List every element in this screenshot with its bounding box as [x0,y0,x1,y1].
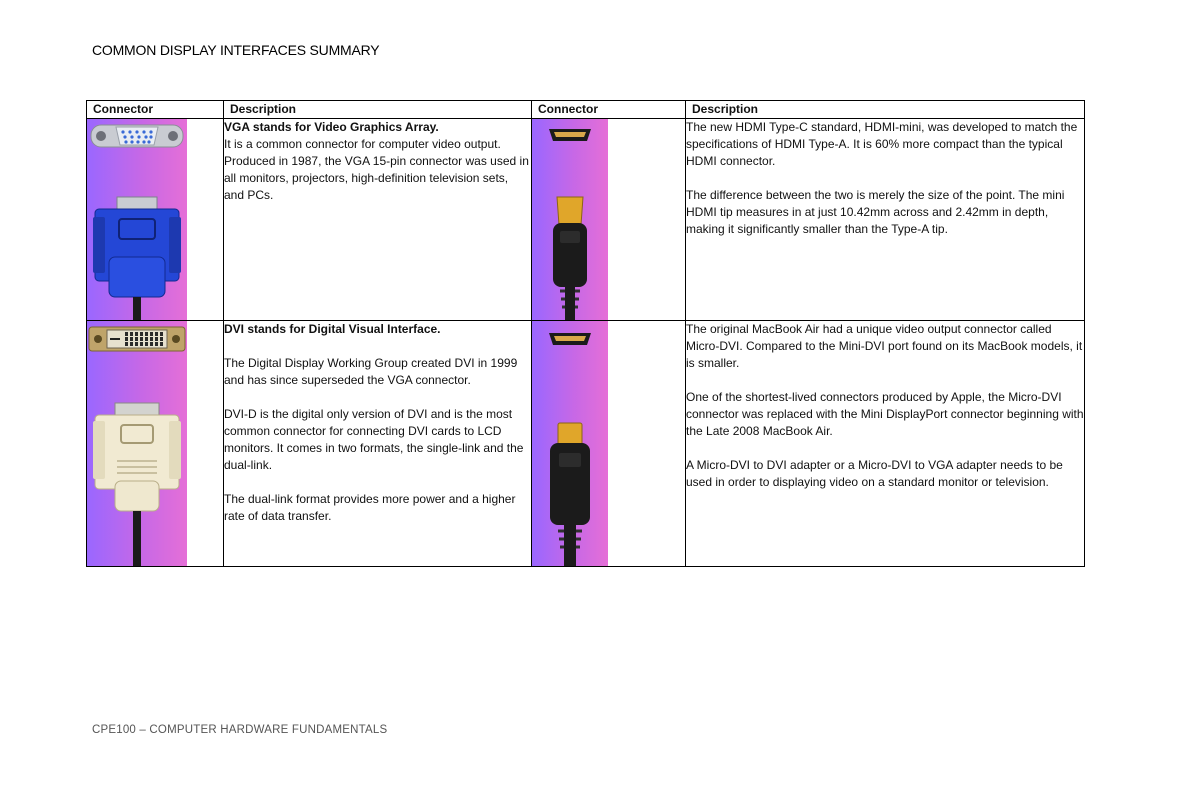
paragraph: DVI-D is the digital only version of DVI and is the most common connector for connecting DVI cards to LCD monitors. It comes in two formats, the single-link and the dual-link. [224,407,524,472]
interfaces-table [86,100,1085,567]
table-header-row [87,101,1085,119]
table-row [87,321,1085,567]
header-description-right: Description [686,101,1085,119]
paragraph: The original MacBook Air had a unique video output connector called Micro-DVI. Compared to the Mini-DVI port found on its MacBook models, it is smaller. [686,322,1083,370]
description-cell [224,321,532,567]
micro-dvi-connector-image [532,321,608,566]
paragraph: One of the shortest-lived connectors produced by Apple, the Micro-DVI connector was replaced with the Mini DisplayPort connector beginning with the Late 2008 MacBook Air. [686,390,1084,438]
description-cell [224,119,532,321]
description-cell [686,119,1085,321]
description-cell [686,321,1085,567]
paragraph: The dual-link format provides more power and a higher rate of data transfer. [224,492,516,523]
paragraph [224,119,531,204]
paragraph: The difference between the two is merely the size of the point. The mini HDMI tip measures in at just 10.42mm across and 2.42mm in depth, making it significantly smaller than the Type-A tip. [686,188,1065,236]
paragraph: The new HDMI Type-C standard, HDMI-mini, was developed to match the specifications of HDMI Type-A. It is 60% more compact than the typical HDMI connector. [686,120,1078,168]
connector-cell [532,321,686,567]
connector-cell [87,321,224,567]
vga-connector-image [87,119,187,320]
connector-cell [532,119,686,321]
page-footer: CPE100 – COMPUTER HARDWARE FUNDAMENTALS [92,724,388,736]
dvi-connector-image [87,321,187,566]
connector-cell [87,119,224,321]
header-connector-left: Connector [87,101,224,119]
paragraph-text: It is a common connector for computer video output. Produced in 1987, the VGA 15-pin connector was used in all monitors, projectors, high-definition television sets, and PCs. [224,137,529,202]
table-row [87,119,1085,321]
lead-sentence: DVI stands for Digital Visual Interface. [224,322,441,336]
paragraph [224,321,531,338]
page-title: COMMON DISPLAY INTERFACES SUMMARY [92,42,380,58]
paragraph: The Digital Display Working Group created DVI in 1999 and has since superseded the VGA connector. [224,356,518,387]
paragraph: A Micro-DVI to DVI adapter or a Micro-DVI to VGA adapter needs to be used in order to displaying video on a standard monitor or television. [686,458,1063,489]
mini-hdmi-connector-image [532,119,608,320]
lead-sentence: VGA stands for Video Graphics Array. [224,120,439,134]
header-connector-right: Connector [532,101,686,119]
header-description-left: Description [224,101,532,119]
